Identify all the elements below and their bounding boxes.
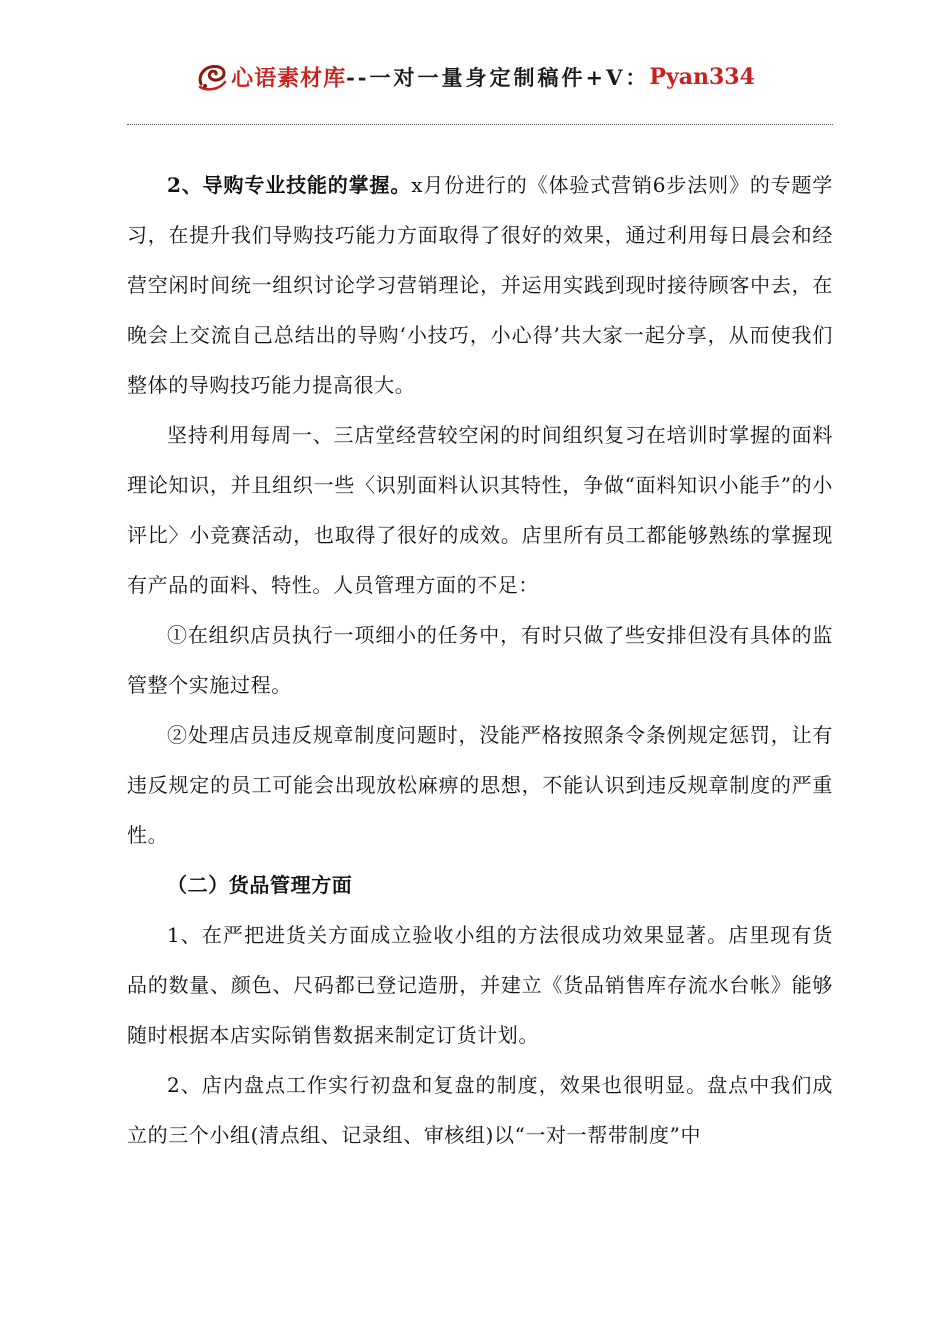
paragraph-text: x月份进行的《体验式营销6步法则》的专题学习，在提升我们导购技巧能力方面取得了很好的效果，通过利用每日晨会和经营空闲时间统一组织讨论学习营销理论，并运用实践到现时接待顾客中去，在晚会上交流自己总结出的导购‘小技巧，小心得’共大家一起分享，从而使我们整体的导购技巧能力提高很大。: [127, 173, 833, 397]
paragraph-shortcoming-1: ①在组织店员执行一项细小的任务中，有时只做了些安排但没有具体的监管整个实施过程。: [127, 623, 833, 697]
header-divider: [127, 124, 833, 125]
header-tagline: --一对一量身定制稿件+V：: [346, 65, 650, 90]
header-contact-id: Pyan334: [649, 64, 755, 90]
paragraph-lead: 2、导购专业技能的掌握。: [167, 173, 412, 197]
section-heading-goods: （二）货品管理方面: [167, 873, 353, 897]
paragraph-shortcoming-2: ②处理店员违反规章制度问题时，没能严格按照条令条例规定惩罚，让有违反规定的员工可能会出现放松麻痹的思想，不能认识到违反规章制度的严重性。: [127, 723, 833, 847]
paragraph-fabric-training: 坚持利用每周一、三店堂经营较空闲的时间组织复习在培训时掌握的面料理论知识，并且组织一些〈识别面料认识其特性，争做“面料知识小能手”的小评比〉小竞赛活动，也取得了很好的成效。店里所有员工都能够熟练的掌握现有产品的面料、特性。人员管理方面的不足：: [127, 423, 833, 597]
paragraph-skills: [127, 160, 833, 410]
paragraph-goods-1: 1、在严把进货关方面成立验收小组的方法很成功效果显著。店里现有货品的数量、颜色、尺码都已登记造册，并建立《货品销售库存流水台帐》能够随时根据本店实际销售数据来制定订货计划。: [127, 923, 833, 1047]
document-body: [127, 160, 833, 1160]
logo-swirl-icon: [195, 60, 229, 94]
header-brand: 心语素材库: [231, 65, 347, 92]
page-header: [0, 60, 950, 104]
paragraph-goods-2: 2、店内盘点工作实行初盘和复盘的制度，效果也很明显。盘点中我们成立的三个小组(清点组、记录组、审核组)以“一对一帮带制度”中: [127, 1073, 833, 1147]
